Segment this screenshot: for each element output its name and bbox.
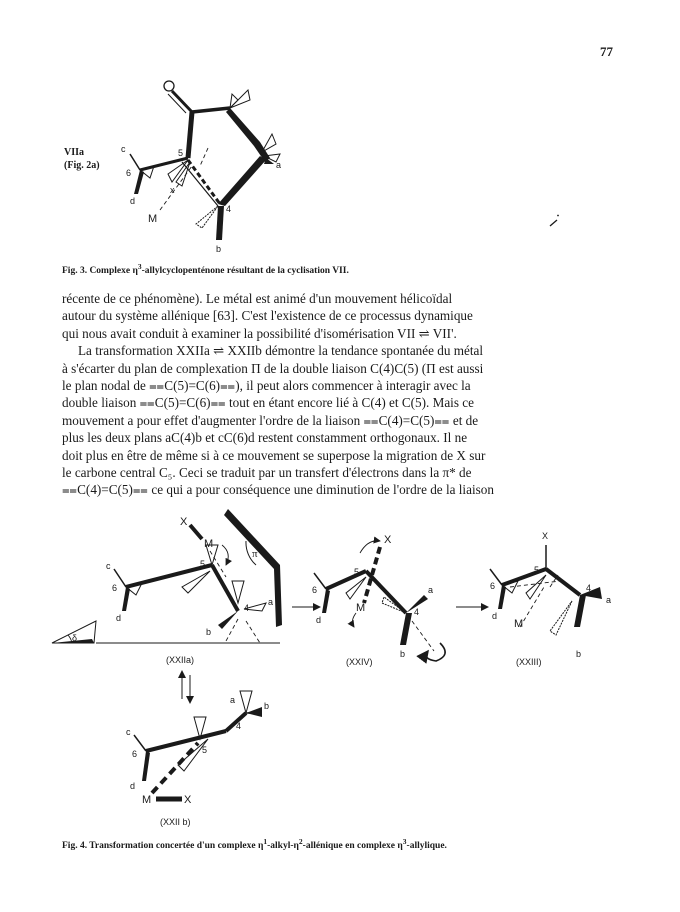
ring-bond-dashed <box>188 160 220 204</box>
xxiv-label-m: M <box>356 602 366 614</box>
xxiib-label-d: d <box>130 781 136 791</box>
xxiia-label-6: 6 <box>112 583 118 593</box>
body-line: récente de ce phénomène). Le métal est animé d'un mouvement hélicoïdal <box>62 291 453 306</box>
xxiii-bond-c6-c5 <box>502 569 546 585</box>
hydrogen-wedge-2 <box>230 90 250 108</box>
xxiia-pi-plane <box>224 509 282 627</box>
xxiia-label-c: c <box>106 561 111 571</box>
xxiii-bond-c6-d-wedge <box>498 585 506 609</box>
xxiv-label-5: 5 <box>354 567 360 577</box>
xxiia-name: (XXIIa) <box>166 655 195 665</box>
ring-bond-left <box>188 112 192 158</box>
label-d: d <box>130 196 136 206</box>
xxiv-bond-c5-c4 <box>366 571 406 613</box>
metal-bond-dashed-1 <box>160 166 192 210</box>
xxiv-label-6: 6 <box>312 585 318 595</box>
xxiv-label-d: d <box>316 615 322 625</box>
label-m: M <box>148 213 158 225</box>
body-line: le carbone central C₅. Ceci se traduit par un transfert d'électrons dans la π* de <box>62 465 472 481</box>
xxiib-label-x: X <box>184 794 192 806</box>
figure4-caption: Fig. 4. Transformation concertée d'un complexe $\eta^1-alkyl-\eta^2$-allénique en complexe $\eta^3$-allylique. <box>62 837 447 852</box>
xxiii-label-b: b <box>576 649 582 659</box>
ring-bond-top <box>192 108 230 112</box>
xxiii-bond-c5-c4 <box>546 569 580 595</box>
bond-c4-hashed-wedge <box>196 206 218 228</box>
xxiii-c4-b-wedge <box>574 595 586 627</box>
xxiii-label-d: d <box>492 611 498 621</box>
xxiii-hashed-wedge <box>550 601 572 635</box>
xxiii-label-a: a <box>606 595 612 605</box>
body-line: double liaison ⩵C(5)=C(6)⩵ tout en étant encore lié à C(4) et C(5). Mais ce <box>62 395 474 411</box>
xxiv-label-b: b <box>400 649 406 659</box>
xxiii-label-5: 5 <box>534 565 540 575</box>
structure-xxiia <box>52 509 282 665</box>
label-x: x <box>170 185 175 195</box>
body-line: plus les deux plans aC(4)b et cC(6)d restent constamment orthogonaux. Il ne <box>62 430 468 446</box>
figure3-side-label <box>64 146 100 172</box>
label-c: c <box>121 144 126 154</box>
body-line: qui nous avait conduit à examiner la possibilité d'isomérisation VII ⇌ VII'. <box>62 325 457 341</box>
xxiib-c4-wedge-b <box>246 707 262 717</box>
bond-c6-d-wedge <box>134 170 144 194</box>
xxiib-label-6: 6 <box>132 749 138 759</box>
bond-c4-b-wedge <box>216 206 224 240</box>
xxiib-label-5: 5 <box>202 745 208 755</box>
xxiv-bond-c6-c5 <box>326 571 366 589</box>
xxiib-c4-a-wedge <box>240 691 252 713</box>
stray-mark <box>548 214 560 228</box>
page-number: 77 <box>600 44 613 59</box>
oxygen-atom <box>164 81 174 91</box>
xxiv-rotation-arrow <box>426 643 445 661</box>
xxiia-label-delta: δ <box>72 633 78 643</box>
label-6: 6 <box>126 168 132 178</box>
label-a: a <box>276 160 282 170</box>
body-line: autour du système allénique [63]. C'est l'existence de ce processus dynamique <box>62 308 473 324</box>
xxiii-label-4: 4 <box>586 583 592 593</box>
xxiii-label-6: 6 <box>490 581 496 591</box>
xxiv-dashed-metal <box>412 621 434 651</box>
xxiib-label-4: 4 <box>236 721 242 731</box>
xxiia-bond-c6-d-wedge <box>122 587 130 611</box>
xxiii-label-x: X <box>542 531 549 541</box>
xxiia-label-4: 4 <box>244 603 250 613</box>
xxiia-label-5: 5 <box>200 559 206 569</box>
xxiia-bond-x-m <box>190 525 202 539</box>
xxiii-open-wedge-c5 <box>526 575 546 599</box>
ring-bond-lower-wedge <box>218 156 266 206</box>
body-line: mouvement a pour effet d'augmenter l'ordre de la liaison ⩵C(4)=C(5)⩵ et de <box>62 412 479 428</box>
structure-xxiib <box>126 691 269 827</box>
figure3-diagram <box>110 70 310 260</box>
structure-label: VIIa <box>64 147 85 158</box>
xxiii-label-m: M <box>514 618 524 630</box>
xxiib-bond-c6-c5 <box>146 731 226 751</box>
xxiia-label-x: X <box>180 516 188 528</box>
xxiib-name: (XXII b) <box>160 817 191 827</box>
xxiib-label-b: b <box>264 701 270 711</box>
label-5: 5 <box>178 148 184 158</box>
xxiia-label-a: a <box>268 597 274 607</box>
body-text <box>62 290 622 499</box>
equilibrium-arrows <box>182 671 190 703</box>
xxiii-name: (XXIII) <box>516 657 542 667</box>
figure-reference: (Fig. 2a) <box>64 160 100 171</box>
body-line: La transformation XXIIa ⇌ XXIIb démontre la tendance spontanée du métal <box>78 343 484 359</box>
bond-c6-c <box>130 154 140 170</box>
xxiia-rotation-arrow <box>222 545 228 565</box>
body-line: ⩵C(4)=C(5)⩵ ce qui a pour conséquence une diminution de l'ordre de la liaison <box>62 482 494 498</box>
xxiia-label-pi: π <box>252 548 258 560</box>
xxiia-label-d: d <box>116 613 122 623</box>
body-line: doit plus en être de même si à ce mouvement se superpose la migration de X sur <box>62 447 486 463</box>
ring-bond-right-wedge <box>226 108 270 162</box>
figure4-diagram <box>50 495 640 835</box>
xxiv-name: (XXIV) <box>346 657 373 667</box>
structure-xxiv <box>312 534 445 667</box>
xxiia-c4-wedge <box>218 611 238 629</box>
xxiia-label-b: b <box>206 627 212 637</box>
label-b: b <box>216 244 222 254</box>
xxiv-label-x: X <box>384 534 392 546</box>
xxiv-m-arrow <box>352 613 356 627</box>
xxiia-dashed-metal-2 <box>246 621 260 643</box>
label-4: 4 <box>226 204 232 214</box>
xxiii-dashed-metal-2 <box>520 587 544 627</box>
xxiib-label-a: a <box>230 695 236 705</box>
xxiib-label-m: M <box>142 794 152 806</box>
body-line: le plan nodal de ⩵C(5)=C(6)⩵), il peut alors commencer à interagir avec la <box>62 378 471 394</box>
xxiv-c4-b-wedge <box>400 613 412 645</box>
structure-xxiii <box>490 531 611 667</box>
xxiv-label-a: a <box>428 585 434 595</box>
metal-bond-dashed-2 <box>200 148 208 166</box>
xxiib-bond-c6-d-wedge <box>142 751 150 781</box>
xxiib-dashed-metal <box>152 743 198 793</box>
xxiv-bond-c6-d-wedge <box>322 589 330 613</box>
xxiib-label-c: c <box>126 727 131 737</box>
figure3-caption: Fig. 3. Complexe $\eta^3$-allylcyclopenténone résultant de la cyclisation VII. <box>62 262 349 277</box>
xxiia-open-wedge-c5-down <box>182 571 210 593</box>
body-line: à s'écarter du plan de complexation Π de la double liaison C(4)C(5) (Π est aussi <box>62 360 484 376</box>
xxiv-label-4: 4 <box>414 607 420 617</box>
xxiia-label-m: M <box>204 538 214 550</box>
